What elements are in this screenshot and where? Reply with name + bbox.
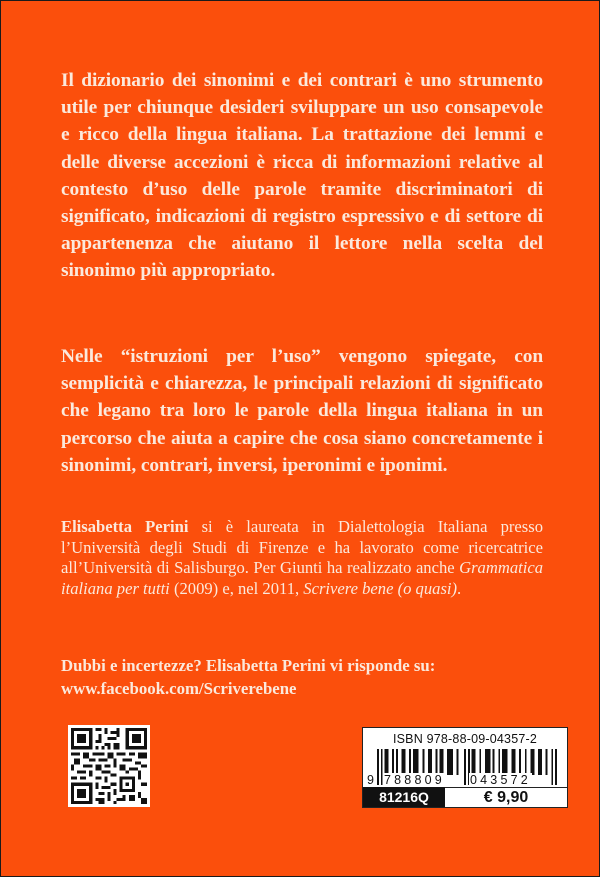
ean-lead-digit: 9 bbox=[367, 773, 378, 787]
price: € 9,90 bbox=[445, 787, 567, 807]
ean-group-2: 043572 bbox=[470, 773, 531, 787]
book-title-grammatica: Grammatica italiana per tutti bbox=[61, 558, 543, 598]
ean-group-1: 788809 bbox=[384, 773, 445, 787]
book-back-cover bbox=[1, 1, 599, 876]
ean-digits bbox=[367, 773, 563, 788]
isbn-number: ISBN 978-88-09-04357-2 bbox=[392, 732, 538, 746]
bio-text-2: (2009) e, nel 2011, bbox=[169, 578, 304, 598]
book-title-scrivere-bene: Scrivere bene (o quasi) bbox=[303, 578, 458, 598]
product-code: 81216Q bbox=[363, 787, 445, 807]
isbn-barcode-label bbox=[362, 727, 568, 808]
bio-text-3: . bbox=[457, 578, 462, 598]
facebook-link[interactable]: www.facebook.com/Scriverebene bbox=[61, 678, 297, 698]
author-name: Elisabetta Perini bbox=[61, 517, 189, 536]
description-paragraph-1: Il dizionario dei sinonimi e dei contrari è uno strumento utile per chiunque desideri sviluppare un uso consapevole e ricco della lingua italiana. La trattazione dei lemmi e delle diverse accezioni è ricca di informazioni relative al contesto d’uso delle parole tramite discriminatori di significato, indicazioni di registro espressivo e di settore di appartenenza che aiutano il lettore nella scelta del sinonimo più appropriato. bbox=[61, 70, 543, 282]
contact-block bbox=[61, 655, 561, 700]
qr-code-icon[interactable] bbox=[68, 725, 150, 807]
bio-text-1: si è laureata in Dialettologia Italiana presso l’Università degli Studi di Firenze e ha lavorato come ricercatrice all’Università di Salisburgo. Per Giunti ha realizzato anche bbox=[61, 517, 543, 578]
description-paragraph-2: Nelle “istruzioni per l’uso” vengono spiegate, con semplicità e chiarezza, le principali relazioni di significato che legano tra loro le parole della lingua italiana in un percorso che aiuta a capire che cosa siano concretamente i sinonimi, contrari, inversi, iperonimi e iponimi. bbox=[61, 346, 543, 476]
contact-line: Dubbi e incertezze? Elisabetta Perini vi risponde su: bbox=[61, 656, 436, 675]
author-bio bbox=[61, 517, 543, 599]
